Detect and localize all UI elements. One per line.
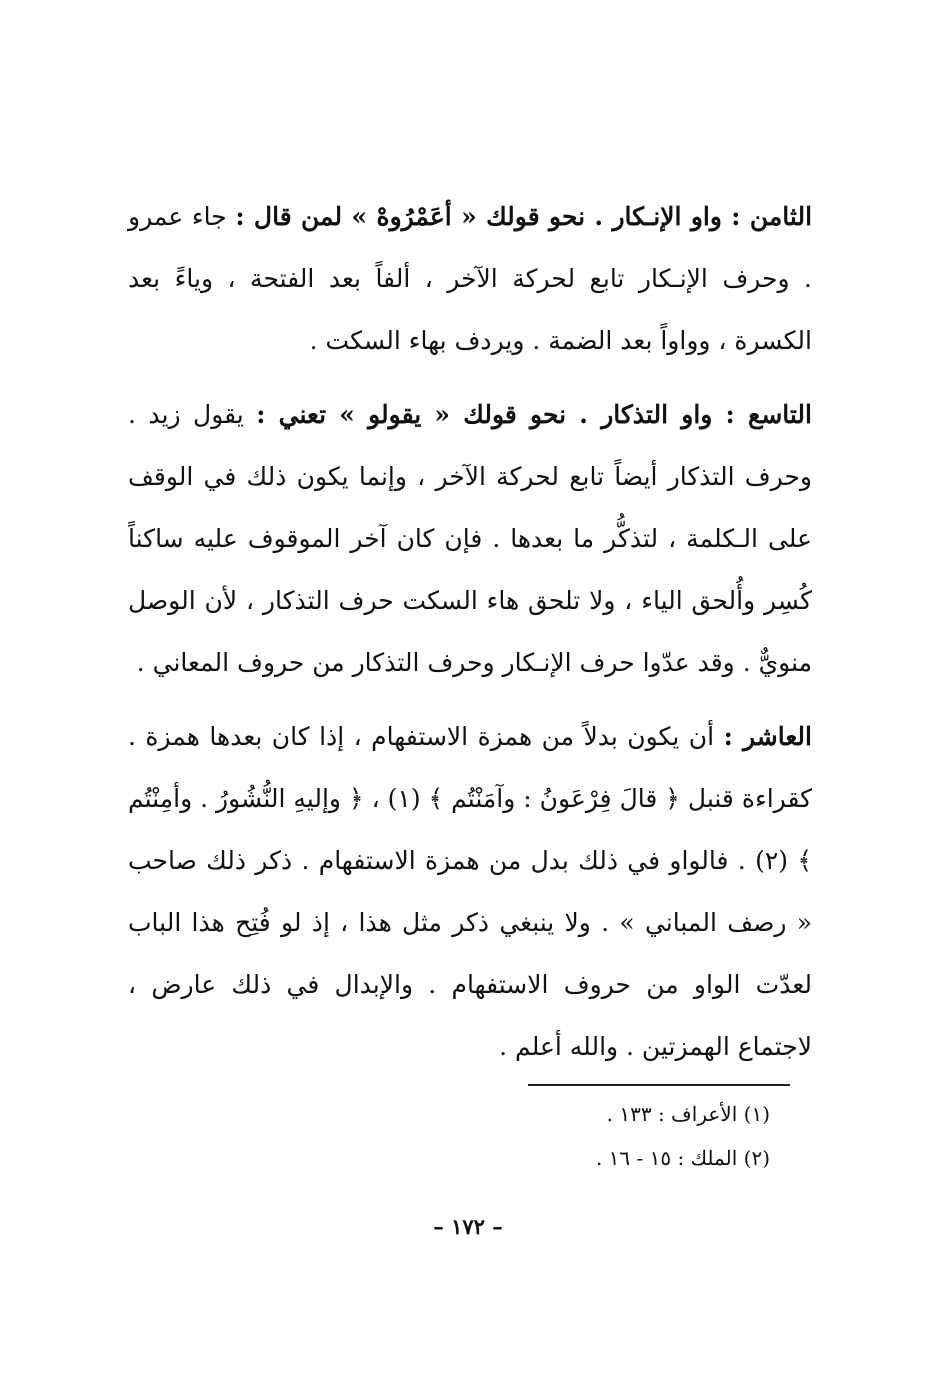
page-number: – ١٧٢ –: [433, 1214, 503, 1239]
footnote-1: (١) الأعراف : ١٣٣ .: [606, 1102, 770, 1126]
footnote-2: (٢) الملك : ١٥ - ١٦ .: [595, 1146, 770, 1170]
paragraph-ninth: [128, 384, 812, 694]
main-text: [128, 186, 812, 1078]
paragraph-tenth: [128, 706, 812, 1078]
paragraph-body: أن يكون بدلاً من همزة الاستفهام ، إذا كان بعدها همزة . كقراءة قنبل ﴿ قالَ فِرْعَونُ : وآمَنْتُم ﴾ (١) ، ﴿ وإليهِ النُّشُورُ . وأمِنْتُم ﴾ (٢) . فالواو في ذلك بدل من همزة الاستفهام . ذكر ذلك صاحب « رصف المباني » . ولا ينبغي ذكر مثل هذا ، إذ لو فُتِح هذا الباب لعدّت الواو من حروف الاستفهام . والإبدال في ذلك عارض ، لاجتماع الهمزتين . والله أعلم .: [128, 722, 812, 1061]
paragraph-heading: الثامن : واو الإنـكار . نحو قولك « أعَمْرُوهْ » لمن قال :: [235, 202, 813, 231]
paragraph-body: جاء عمرو . وحرف الإنـكار تابع لحركة الآخر ، ألفاً بعد الفتحة ، وياءً بعد الكسرة ، وواواً بعد الضمة . ويردف بهاء السكت .: [128, 202, 812, 355]
footnote-divider: [528, 1084, 790, 1086]
paragraph-eighth: [128, 186, 812, 372]
footnotes: [460, 1092, 770, 1180]
paragraph-heading: التاسع : واو التذكار . نحو قولك « يقولو » تعني :: [256, 400, 812, 429]
paragraph-body: يقول زيد . وحرف التذكار أيضاً تابع لحركة الآخر ، وإنما يكون ذلك في الوقف على الـكلمة ، لتذكُّر ما بعدها . فإن كان آخر الموقوف عليه ساكناً كُسِر وأُلحق الياء ، ولا تلحق هاء السكت حرف التذكار ، لأن الوصل منويٌّ . وقد عدّوا حرف الإنـكار وحرف التذكار من حروف المعاني .: [128, 400, 812, 677]
paragraph-heading: العاشر :: [723, 722, 812, 751]
